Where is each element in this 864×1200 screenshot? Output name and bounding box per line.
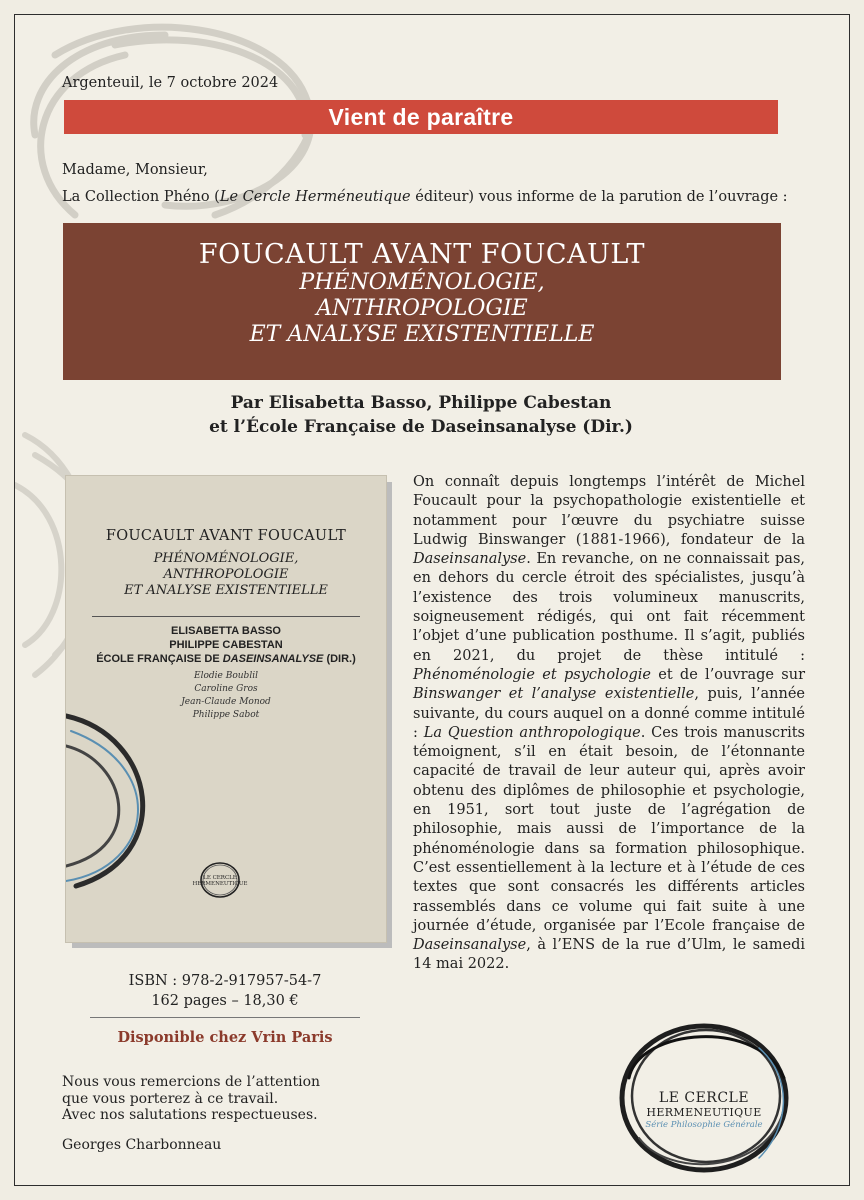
greeting: Madame, Monsieur, xyxy=(62,162,208,178)
book-details xyxy=(65,971,385,1011)
cover-divider xyxy=(92,616,360,617)
closing-text: Nous vous remercions de l’attention que vous porterez à ce travail. Avec nos salutations respectueuses. xyxy=(62,1074,321,1123)
isbn: ISBN : 978-2-917957-54-7 xyxy=(128,973,322,989)
book-cover-image xyxy=(65,475,387,943)
availability: Disponible chez Vrin Paris xyxy=(117,1029,333,1046)
publisher-logo xyxy=(609,1018,799,1178)
book-subtitle: PHÉNOMÉNOLOGIE, ANTHROPOLOGIE ET ANALYSE EXISTENTIELLE xyxy=(249,270,595,347)
signature: Georges Charbonneau xyxy=(62,1137,222,1153)
details-divider xyxy=(90,1017,360,1018)
logo-series: Série Philosophie Générale xyxy=(645,1120,763,1130)
pages-price: 162 pages – 18,30 € xyxy=(151,993,299,1009)
book-authors: Par Elisabetta Basso, Philippe Cabestan et l’École Française de Daseinsanalyse (Dir.) xyxy=(209,393,633,437)
logo-name: LE CERCLE xyxy=(658,1090,750,1106)
salutation xyxy=(62,157,788,211)
cover-subtitle: PHÉNOMÉNOLOGIE, ANTHROPOLOGIE ET ANALYSE EXISTENTIELLE xyxy=(124,551,328,598)
logo-name-2: HERMENEUTIQUE xyxy=(646,1106,762,1119)
cover-swirl-icon xyxy=(66,706,176,896)
new-release-banner: Vient de paraître xyxy=(64,100,778,134)
book-title-box xyxy=(63,223,781,380)
book-title: FOUCAULT AVANT FOUCAULT xyxy=(198,239,646,270)
cover-contributors: Elodie Boublil Caroline Gros Jean-Claude Monod Philippe Sabot xyxy=(181,671,271,720)
page-frame xyxy=(14,14,850,1186)
cover-publisher-logo: LE CERCLE HERMENEUTIQUE xyxy=(192,860,248,900)
dateline: Argenteuil, le 7 octobre 2024 xyxy=(62,75,279,91)
decorative-swirl-top xyxy=(15,15,355,255)
cover-authors: ELISABETTA BASSO PHILIPPE CABESTAN ÉCOLE FRANÇAISE DE DASEINSANALYSE (DIR.) xyxy=(96,625,356,665)
announcement-line: La Collection Phéno (Le Cercle Herméneutique éditeur) vous informe de la parution de l’ouvrage : xyxy=(62,189,788,205)
book-description: On connaît depuis longtemps l’intérêt de Michel Foucault pour la psychopathologie existentielle et notamment pour l’œuvre du psychiatre suisse Ludwig Binswanger (1881-1966), fondateur de la Daseinsanalyse. En revanche, on ne connaissait pas, en dehors du cercle étroit des spécialistes, jusqu’à l’existence des trois volumineux manuscrits, soigneusement rédigés, qui ont fait récemment l’objet d’une publication posthume. Il s’agit, publiés en 2021, du projet de thèse intitulé : Phénoménologie et psychologie et de l’ouvrage sur Binswanger et l’analyse existentielle, puis, l’année suivante, du cours auquel on a donné comme intitulé : La Question anthropologique. Ces trois manuscrits témoignent, s’il en était besoin, de l’étonnante capacité de travail de leur auteur qui, après avoir obtenu des diplômes de philosophie et psychologie, en 1951, sort tout juste de l’agrégation de philosophie, mais aussi de l’importance de la phénoménologie dans sa formation philosophique. C’est essentiellement à la lecture et à l’étude de ces textes que sont consacrés les différents articles rassemblés dans ce volume qui fait suite à une journée d’étude, organisée par l’Ecole française de Daseinsanalyse, à l’ENS de la rue d’Ulm, le samedi 14 mai 2022. xyxy=(413,474,805,973)
cover-title: FOUCAULT AVANT FOUCAULT xyxy=(105,528,347,544)
